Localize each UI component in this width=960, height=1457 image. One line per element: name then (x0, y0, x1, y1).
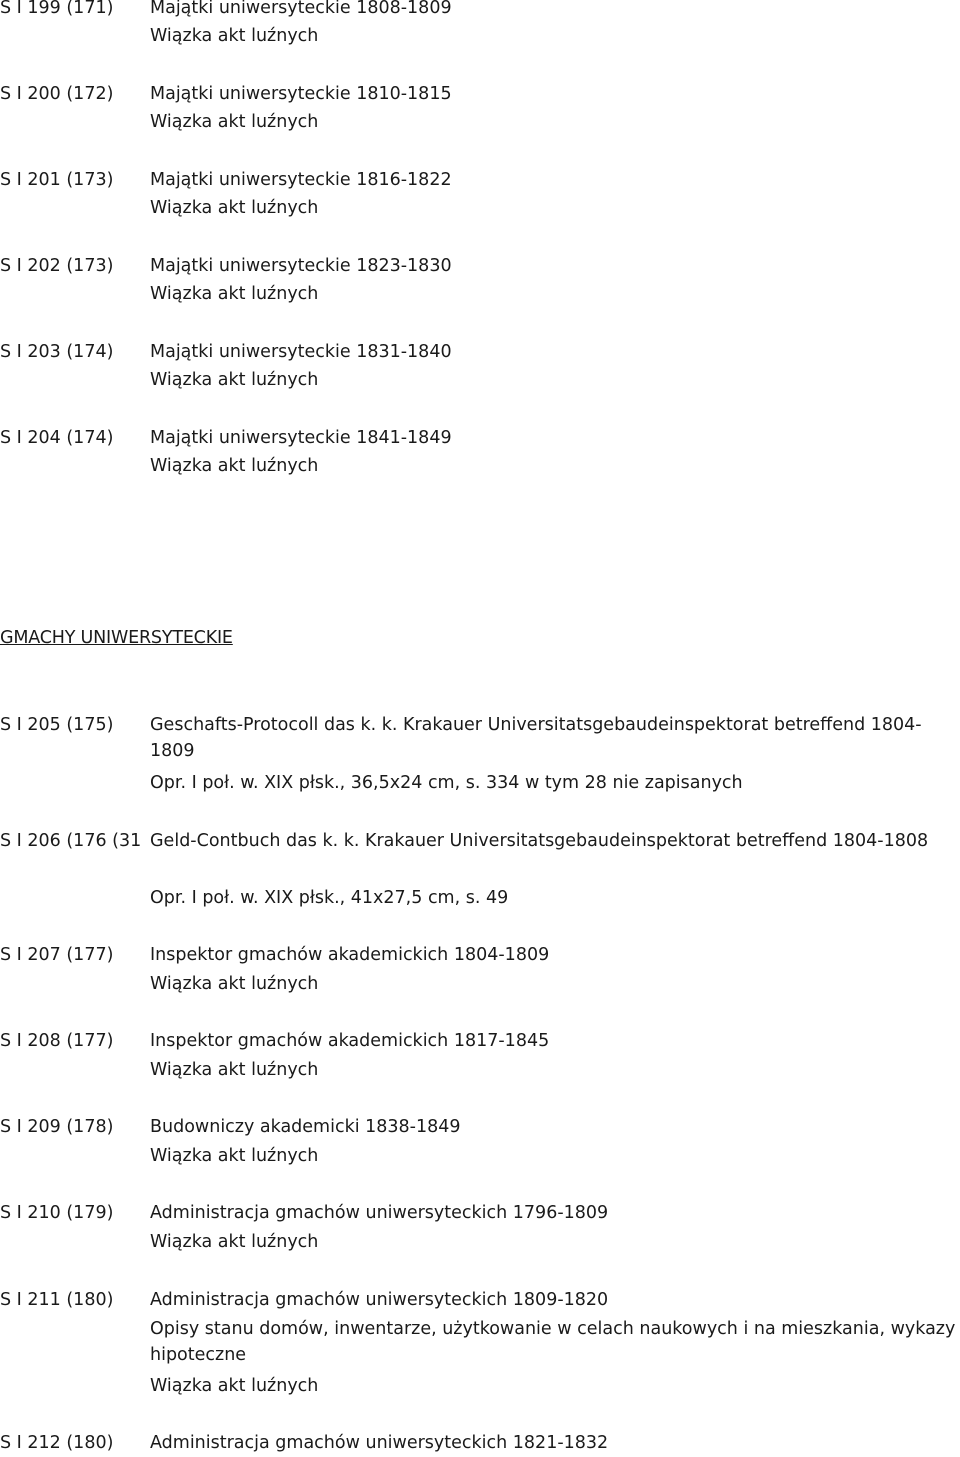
entry-note: Wiązka akt luźnych (150, 1232, 319, 1252)
entry-title-continued: 1809 (150, 741, 195, 761)
entry-note: Opr. I poł. w. XIX płsk., 36,5x24 cm, s. 334 w tym 28 nie zapisanych (150, 773, 743, 793)
entry-title: Inspektor gmachów akademickich 1804-1809 (150, 945, 550, 965)
entry-description: Opisy stanu domów, inwentarze, użytkowanie w celach naukowych i na mieszkania, wykazy (150, 1319, 956, 1339)
entry-signature: S I 209 (178) (0, 1117, 114, 1137)
entry-signature: S I 208 (177) (0, 1031, 114, 1051)
entry-note: Wiązka akt luźnych (150, 974, 319, 994)
entry-signature: S I 204 (174) (0, 428, 114, 448)
entry-title: Majątki uniwersyteckie 1831-1840 (150, 342, 452, 362)
entry-signature: S I 203 (174) (0, 342, 114, 362)
entry-note: Wiązka akt luźnych (150, 284, 319, 304)
entry-title: Geschafts-Protocoll das k. k. Krakauer Universitatsgebaudeinspektorat betreffend 1804- (150, 715, 922, 735)
entry-title: Majątki uniwersyteckie 1816-1822 (150, 170, 452, 190)
entry-title: Geld-Contbuch das k. k. Krakauer Universitatsgebaudeinspektorat betreffend 1804-1808 (150, 831, 929, 851)
entry-signature: S I 199 (171) (0, 0, 114, 18)
entry-title: Inspektor gmachów akademickich 1817-1845 (150, 1031, 550, 1051)
entry-note: Wiązka akt luźnych (150, 198, 319, 218)
entry-note: Wiązka akt luźnych (150, 370, 319, 390)
entry-signature: S I 205 (175) (0, 715, 114, 735)
entry-note: Wiązka akt luźnych (150, 1060, 319, 1080)
entry-title: Administracja gmachów uniwersyteckich 1809-1820 (150, 1290, 609, 1310)
entry-title: Majątki uniwersyteckie 1810-1815 (150, 84, 452, 104)
entry-signature: S I 212 (180) (0, 1433, 114, 1453)
entry-title: Majątki uniwersyteckie 1823-1830 (150, 256, 452, 276)
entry-note: Wiązka akt luźnych (150, 456, 319, 476)
entry-signature: S I 206 (176 (31 (0, 831, 142, 851)
entry-title: Majątki uniwersyteckie 1808-1809 (150, 0, 452, 18)
entry-note: Wiązka akt luźnych (150, 26, 319, 46)
entry-note: Wiązka akt luźnych (150, 112, 319, 132)
entry-title: Administracja gmachów uniwersyteckich 1821-1832 (150, 1433, 609, 1453)
entry-title: Majątki uniwersyteckie 1841-1849 (150, 428, 452, 448)
entry-signature: S I 200 (172) (0, 84, 114, 104)
entry-title: Budowniczy akademicki 1838-1849 (150, 1117, 461, 1137)
entry-signature: S I 207 (177) (0, 945, 114, 965)
entry-description-continued: hipoteczne (150, 1345, 247, 1365)
section-heading: GMACHY UNIWERSYTECKIE (0, 628, 233, 648)
entry-note: Wiązka akt luźnych (150, 1146, 319, 1166)
entry-signature: S I 201 (173) (0, 170, 114, 190)
entry-signature: S I 211 (180) (0, 1290, 114, 1310)
entry-signature: S I 202 (173) (0, 256, 114, 276)
entry-note: Opr. I poł. w. XIX płsk., 41x27,5 cm, s. 49 (150, 888, 509, 908)
entry-signature: S I 210 (179) (0, 1203, 114, 1223)
entry-note: Wiązka akt luźnych (150, 1376, 319, 1396)
entry-title: Administracja gmachów uniwersyteckich 1796-1809 (150, 1203, 609, 1223)
